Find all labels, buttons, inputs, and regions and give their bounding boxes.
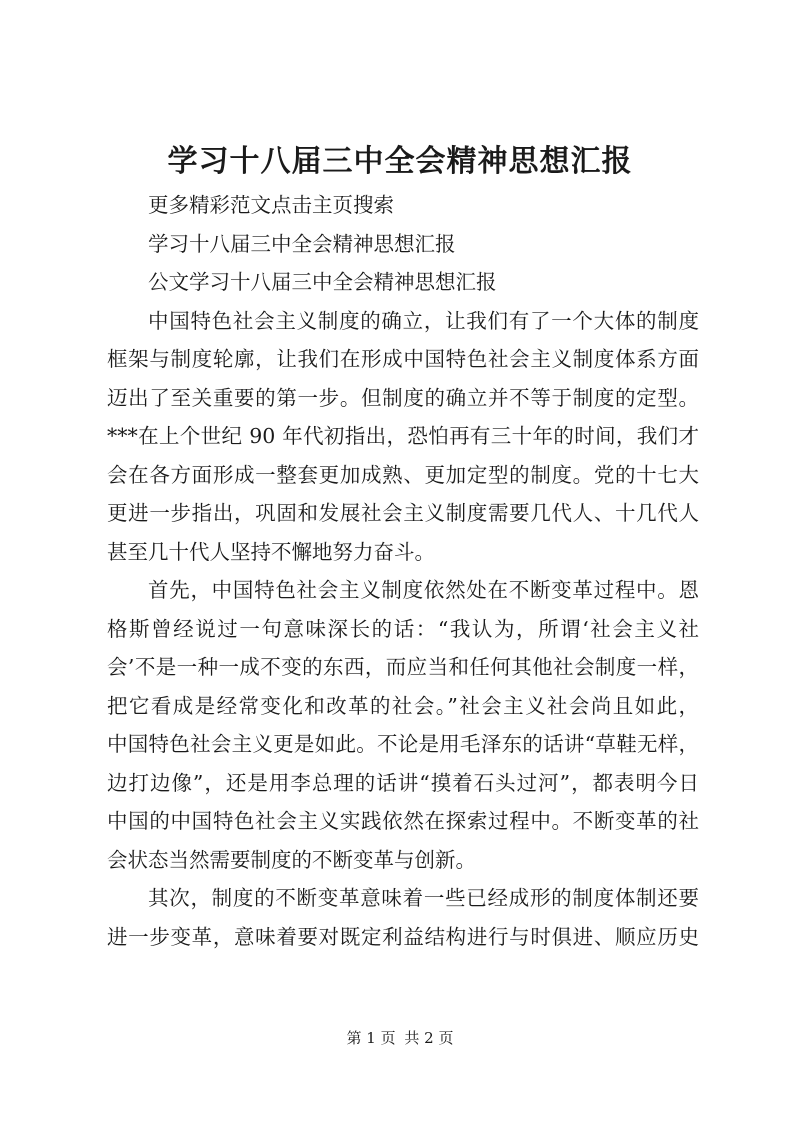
document-title: 学习十八届三中全会精神思想汇报 xyxy=(167,144,633,179)
paragraph-1-line: 迈出了至关重要的第一步。但制度的确立并不等于制度的定型。 xyxy=(107,385,699,410)
paragraph-3-line: 其次，制度的不断变革意味着一些已经成形的制度体制还要 xyxy=(148,886,699,910)
paragraph-3-line: 进一步变革，意味着要对既定利益结构进行与时俱进、顺应历史 xyxy=(107,924,699,949)
paragraph-1-line: ***在上个世纪 90 年代初指出，恐怕再有三十年的时间，我们才 xyxy=(107,424,699,448)
page-total: 共 2 页 xyxy=(404,1029,454,1047)
paragraph-2-line: 会状态当然需要制度的不断变革与创新。 xyxy=(107,847,476,872)
paragraph-1-line: 中国特色社会主义制度的确立，让我们有了一个大体的制度 xyxy=(148,308,699,333)
intro-line: 公文学习十八届三中全会精神思想汇报 xyxy=(148,270,497,294)
paragraph-2-line: 边打边像”，还是用李总理的话讲“摸着石头过河”，都表明今日 xyxy=(107,770,699,795)
document-body xyxy=(107,186,699,956)
paragraph-2-line: 中国特色社会主义更是如此。不论是用毛泽东的话讲“草鞋无样， xyxy=(107,732,699,756)
page-number: 第 1 页 xyxy=(346,1029,396,1047)
paragraph-1-line: 会在各方面形成一整套更加成熟、更加定型的制度。党的十七大 xyxy=(107,462,699,487)
intro-line: 学习十八届三中全会精神思想汇报 xyxy=(148,231,456,256)
paragraph-1-line: 甚至几十代人坚持不懈地努力奋斗。 xyxy=(107,539,435,564)
paragraph-2-line: 把它看成是经常变化和改革的社会。”社会主义社会尚且如此， xyxy=(107,693,699,718)
paragraph-2-line: 会’不是一种一成不变的东西，而应当和任何其他社会制度一样， xyxy=(107,655,699,679)
paragraph-1-line: 框架与制度轮廓，让我们在形成中国特色社会主义制度体系方面 xyxy=(107,347,699,371)
intro-line: 更多精彩范文点击主页搜索 xyxy=(148,193,394,217)
paragraph-2-line: 中国的中国特色社会主义实践依然在探索过程中。不断变革的社 xyxy=(107,809,699,833)
paragraph-2-line: 格斯曾经说过一句意味深长的话：“我认为，所谓‘社会主义社 xyxy=(107,616,699,641)
paragraph-1-line: 更进一步指出，巩固和发展社会主义制度需要几代人、十几代人 xyxy=(107,501,699,525)
page-footer xyxy=(0,1027,800,1049)
paragraph-2-line: 首先，中国特色社会主义制度依然处在不断变革过程中。恩 xyxy=(148,578,699,602)
